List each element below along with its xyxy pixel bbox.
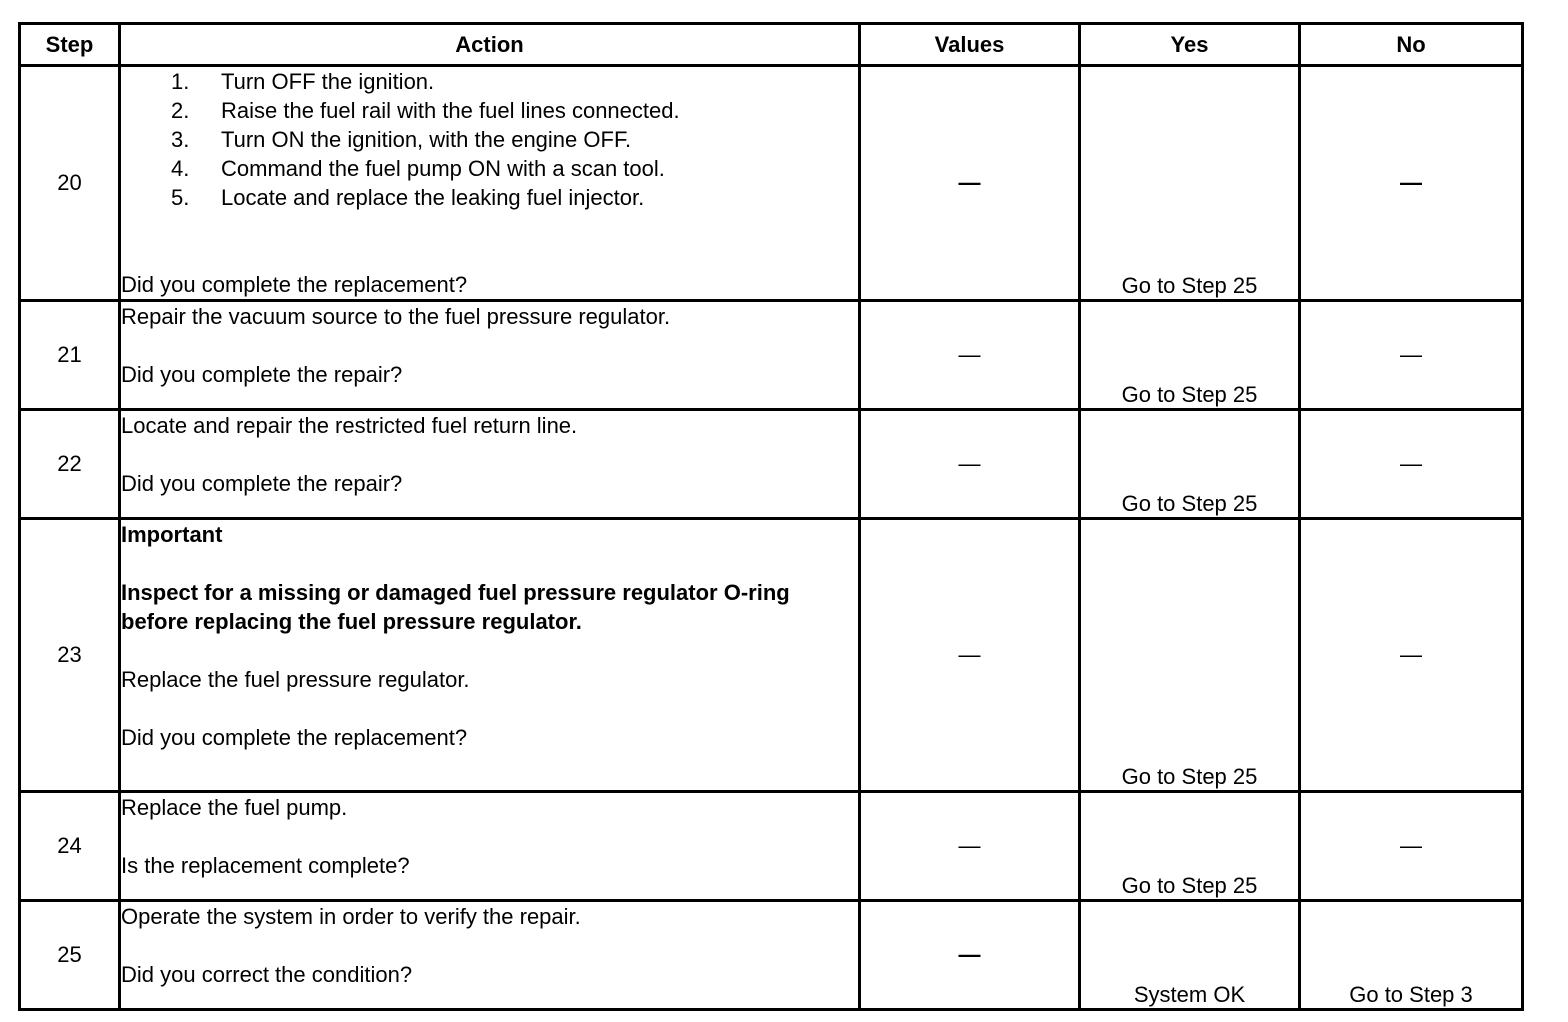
important-heading: Important xyxy=(121,522,223,547)
yes-cell: Go to Step 25 xyxy=(1080,792,1300,901)
action-cell xyxy=(120,301,860,410)
question-text: Did you complete the replacement? xyxy=(121,272,468,297)
step-number: 21 xyxy=(20,301,120,410)
table-row xyxy=(20,66,1523,301)
action-cell xyxy=(120,66,860,301)
important-notice: Inspect for a missing or damaged fuel pressure regulator O-ring before replacing the fuel pressure regulator. xyxy=(121,580,790,634)
values-cell: — xyxy=(860,901,1080,1010)
table-row xyxy=(20,410,1523,519)
step-number: 20 xyxy=(20,66,120,301)
yes-cell: Go to Step 25 xyxy=(1080,66,1300,301)
action-cell xyxy=(120,410,860,519)
procedure-list xyxy=(121,67,858,212)
no-cell: — xyxy=(1300,519,1523,792)
instruction-text: Replace the fuel pump. xyxy=(121,795,348,820)
question-text: Did you complete the repair? xyxy=(121,362,403,387)
values-cell: — xyxy=(860,66,1080,301)
list-item: 4. Command the fuel pump ON with a scan tool. xyxy=(171,156,665,181)
action-cell xyxy=(120,519,860,792)
no-cell: — xyxy=(1300,301,1523,410)
step-number: 24 xyxy=(20,792,120,901)
header-yes: Yes xyxy=(1080,24,1300,66)
table-row xyxy=(20,519,1523,792)
header-no: No xyxy=(1300,24,1523,66)
instruction-text: Repair the vacuum source to the fuel pressure regulator. xyxy=(121,304,671,329)
action-cell xyxy=(120,792,860,901)
instruction-text: Operate the system in order to verify the repair. xyxy=(121,904,581,929)
yes-cell: System OK xyxy=(1080,901,1300,1010)
no-cell: Go to Step 3 xyxy=(1300,901,1523,1010)
question-text: Did you correct the condition? xyxy=(121,962,413,987)
values-cell: — xyxy=(860,301,1080,410)
yes-cell: Go to Step 25 xyxy=(1080,301,1300,410)
table-row xyxy=(20,301,1523,410)
step-number: 22 xyxy=(20,410,120,519)
header-values: Values xyxy=(860,24,1080,66)
question-text: Did you complete the replacement? xyxy=(121,725,468,750)
action-cell xyxy=(120,901,860,1010)
step-number: 25 xyxy=(20,901,120,1010)
values-cell: — xyxy=(860,519,1080,792)
question-text: Did you complete the repair? xyxy=(121,471,403,496)
list-item: 3. Turn ON the ignition, with the engine OFF. xyxy=(171,127,632,152)
instruction-text: Locate and repair the restricted fuel return line. xyxy=(121,413,578,438)
list-item: 1. Turn OFF the ignition. xyxy=(171,69,435,94)
header-step: Step xyxy=(20,24,120,66)
header-row xyxy=(20,24,1523,66)
no-cell: — xyxy=(1300,410,1523,519)
yes-cell: Go to Step 25 xyxy=(1080,519,1300,792)
list-item: 2. Raise the fuel rail with the fuel lines connected. xyxy=(171,98,680,123)
diagnostic-steps-table xyxy=(18,22,1524,1011)
values-cell: — xyxy=(860,410,1080,519)
table-row xyxy=(20,792,1523,901)
table-row xyxy=(20,901,1523,1010)
instruction-text: Replace the fuel pressure regulator. xyxy=(121,667,470,692)
header-action: Action xyxy=(120,24,860,66)
question-text: Is the replacement complete? xyxy=(121,853,410,878)
step-number: 23 xyxy=(20,519,120,792)
list-item: 5. Locate and replace the leaking fuel injector. xyxy=(171,185,645,210)
no-cell: — xyxy=(1300,792,1523,901)
yes-cell: Go to Step 25 xyxy=(1080,410,1300,519)
no-cell: — xyxy=(1300,66,1523,301)
values-cell: — xyxy=(860,792,1080,901)
